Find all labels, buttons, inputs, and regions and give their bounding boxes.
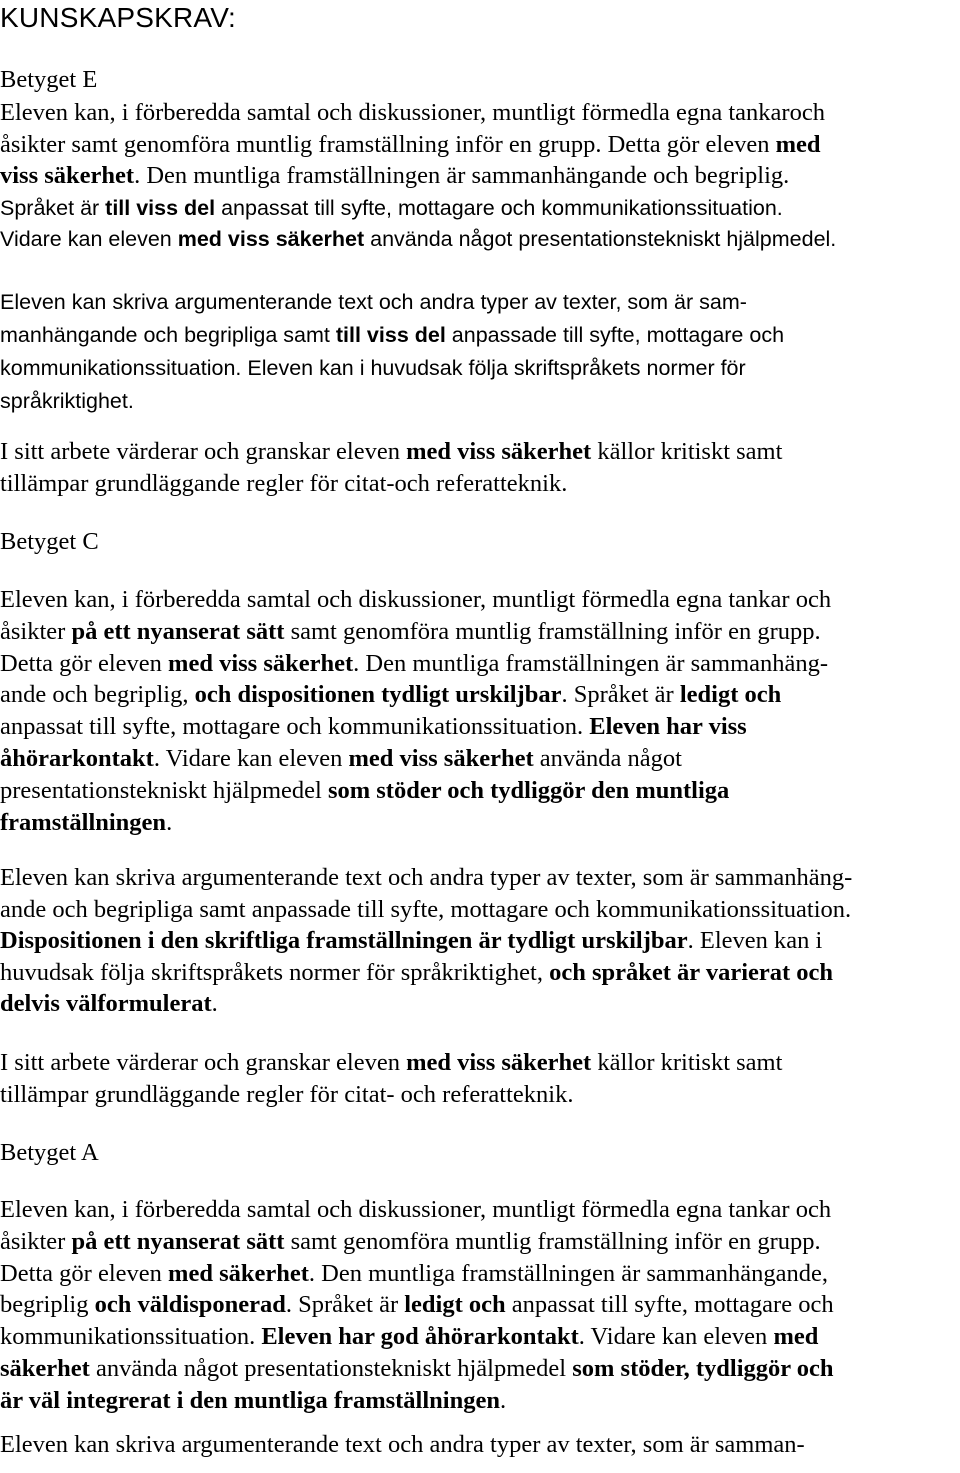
text-run: presentationstekniskt hjälpmedel <box>0 777 328 804</box>
text-line <box>0 1321 818 1353</box>
text-line <box>0 385 134 417</box>
text-run: Språket är <box>0 196 106 220</box>
text-line <box>0 1079 573 1111</box>
emphasized-text: och väldisponerad <box>94 1291 286 1318</box>
emphasized-text: säkerhet <box>0 1355 90 1382</box>
text-run: Eleven kan, i förberedda samtal och diskussioner, muntligt förmedla egna tankar och <box>0 586 832 613</box>
text-run: Vidare kan eleven <box>0 227 178 251</box>
grade-heading: Betyget C <box>0 528 99 555</box>
text-line <box>0 160 789 192</box>
text-line <box>0 1429 805 1461</box>
text-line <box>0 862 852 894</box>
text-run: Eleven kan, i förberedda samtal och diskussioner, muntligt förmedla egna tankaroch <box>0 99 825 126</box>
emphasized-text: och dispositionen tydligt urskiljbar <box>194 681 562 708</box>
text-line <box>0 319 784 351</box>
page-title: KUNSKAPSKRAV: <box>0 2 237 33</box>
text-run: manhängande och begripliga samt <box>0 323 336 347</box>
text-run: åsikter samt genomföra muntlig framställning inför en grupp. Detta gör eleven <box>0 131 776 158</box>
text-run: Detta gör eleven <box>0 650 169 677</box>
text-run: anpassat till syfte, mottagare och kommunikationssituation. <box>215 196 783 220</box>
grade-heading: Betyget E <box>0 66 98 93</box>
text-run: . Vidare kan eleven <box>578 1323 774 1350</box>
text-line <box>0 925 822 957</box>
text-run: Detta gör eleven <box>0 1260 169 1287</box>
text-run: Eleven kan skriva argumenterande text och andra typer av texter, som är sammanhäng- <box>0 864 853 891</box>
text-line <box>0 1353 834 1385</box>
text-run: anpassat till syfte, mottagare och kommunikationssituation. <box>0 713 590 740</box>
text-line <box>0 679 781 711</box>
text-run: tillämpar grundläggande regler för citat-och referatteknik. <box>0 470 568 497</box>
text-line <box>0 584 831 616</box>
text-line <box>0 1226 821 1258</box>
text-run: källor kritiskt samt <box>591 438 783 465</box>
text-run: anpassat till syfte, mottagare och <box>505 1291 834 1318</box>
text-run: tillämpar grundläggande regler för citat- och referatteknik. <box>0 1081 574 1108</box>
text-run: . <box>166 809 173 836</box>
text-line <box>0 775 729 807</box>
text-line <box>0 223 836 255</box>
emphasized-text: till viss del <box>335 323 446 347</box>
text-run: samt genomföra muntlig framställning inför en grupp. <box>284 618 821 645</box>
text-run: Eleven kan skriva argumenterande text och andra typer av texter, som är sam- <box>0 290 747 314</box>
grade-heading: Betyget A <box>0 1139 99 1166</box>
text-line <box>0 1289 834 1321</box>
emphasized-text: till viss del <box>105 196 216 220</box>
text-line <box>0 352 746 384</box>
text-line <box>0 468 567 500</box>
emphasized-text: som stöder, tydliggör och <box>572 1355 834 1382</box>
text-line <box>0 807 172 839</box>
text-run: . Språket är <box>285 1291 405 1318</box>
text-run: begriplig <box>0 1291 95 1318</box>
text-line <box>0 97 825 129</box>
text-line <box>0 1194 831 1226</box>
emphasized-text: med viss säkerhet <box>406 438 592 465</box>
text-line <box>0 1385 506 1417</box>
text-line <box>0 957 833 989</box>
text-run: åsikter <box>0 1228 72 1255</box>
text-line <box>0 1047 782 1079</box>
text-run: åsikter <box>0 618 72 645</box>
text-run: använda något <box>533 745 682 772</box>
text-line <box>0 711 747 743</box>
text-line <box>0 894 851 926</box>
text-run: Eleven kan, i förberedda samtal och diskussioner, muntligt förmedla egna tankar och <box>0 1196 832 1223</box>
emphasized-text: Eleven har god åhörarkontakt <box>261 1323 579 1350</box>
text-run: . Den muntliga framställningen är sammanhängande och begriplig. <box>134 162 790 189</box>
emphasized-text: delvis välformulerat <box>0 990 212 1017</box>
text-line <box>0 616 821 648</box>
emphasized-text: på ett nyanserat sätt <box>71 618 285 645</box>
emphasized-text: viss säkerhet <box>0 162 135 189</box>
emphasized-text: med <box>775 131 821 158</box>
text-run: . <box>499 1387 507 1414</box>
text-run: använda något presentationstekniskt hjälpmedel <box>89 1355 573 1382</box>
text-run: . Den muntliga framställningen är sammanhängande, <box>308 1260 828 1287</box>
text-run: använda något presentationstekniskt hjälpmedel. <box>364 227 837 251</box>
emphasized-text: åhörarkontakt <box>0 745 154 772</box>
text-run: kommunikationssituation. <box>0 1323 262 1350</box>
text-run: ande och begripliga samt anpassade till syfte, mottagare och kommunikationssituation. <box>0 896 852 923</box>
text-run: kommunikationssituation. Eleven kan i huvudsak följa skriftspråkets normer för <box>0 356 746 380</box>
text-run: . <box>211 990 218 1017</box>
emphasized-text: Dispositionen i den skriftliga framställningen är tydligt urskiljbar <box>0 927 688 954</box>
emphasized-text: med viss säkerhet <box>348 745 534 772</box>
text-run: Eleven kan skriva argumenterande text och andra typer av texter, som är samman- <box>0 1431 805 1458</box>
emphasized-text: framställningen <box>0 809 167 836</box>
text-run: . Den muntliga framställningen är sammanhäng- <box>353 650 829 677</box>
text-run: . Vidare kan eleven <box>153 745 349 772</box>
text-run: I sitt arbete värderar och granskar eleven <box>0 438 407 465</box>
emphasized-text: med viss säkerhet <box>406 1049 592 1076</box>
emphasized-text: är väl integrerat i den muntliga framställningen <box>0 1387 500 1414</box>
emphasized-text: som stöder och tydliggör den muntliga <box>327 777 730 804</box>
emphasized-text: med viss säkerhet <box>168 650 354 677</box>
text-run: språkriktighet. <box>0 389 134 413</box>
emphasized-text: med säkerhet <box>168 1260 309 1287</box>
emphasized-text: Eleven har viss <box>589 713 747 740</box>
text-run: ande och begriplig, <box>0 681 195 708</box>
emphasized-text: ledigt och <box>404 1291 506 1318</box>
text-run: . Språket är <box>561 681 680 708</box>
text-run: samt genomföra muntlig framställning inför en grupp. <box>284 1228 821 1255</box>
text-line <box>0 1258 828 1290</box>
text-line <box>0 743 682 775</box>
emphasized-text: och språket är varierat och <box>549 959 834 986</box>
text-run: anpassade till syfte, mottagare och <box>445 323 785 347</box>
emphasized-text: med viss säkerhet <box>177 227 365 251</box>
text-line <box>0 988 218 1020</box>
text-run: källor kritiskt samt <box>591 1049 783 1076</box>
text-run: I sitt arbete värderar och granskar eleven <box>0 1049 407 1076</box>
text-run: . Eleven kan i <box>687 927 823 954</box>
text-line <box>0 286 747 318</box>
text-line <box>0 436 782 468</box>
text-line <box>0 129 821 161</box>
emphasized-text: på ett nyanserat sätt <box>71 1228 285 1255</box>
text-run: huvudsak följa skriftspråkets normer för språkriktighet, <box>0 959 550 986</box>
emphasized-text: med <box>773 1323 819 1350</box>
text-line <box>0 648 828 680</box>
emphasized-text: ledigt och <box>679 681 782 708</box>
text-line <box>0 192 783 224</box>
